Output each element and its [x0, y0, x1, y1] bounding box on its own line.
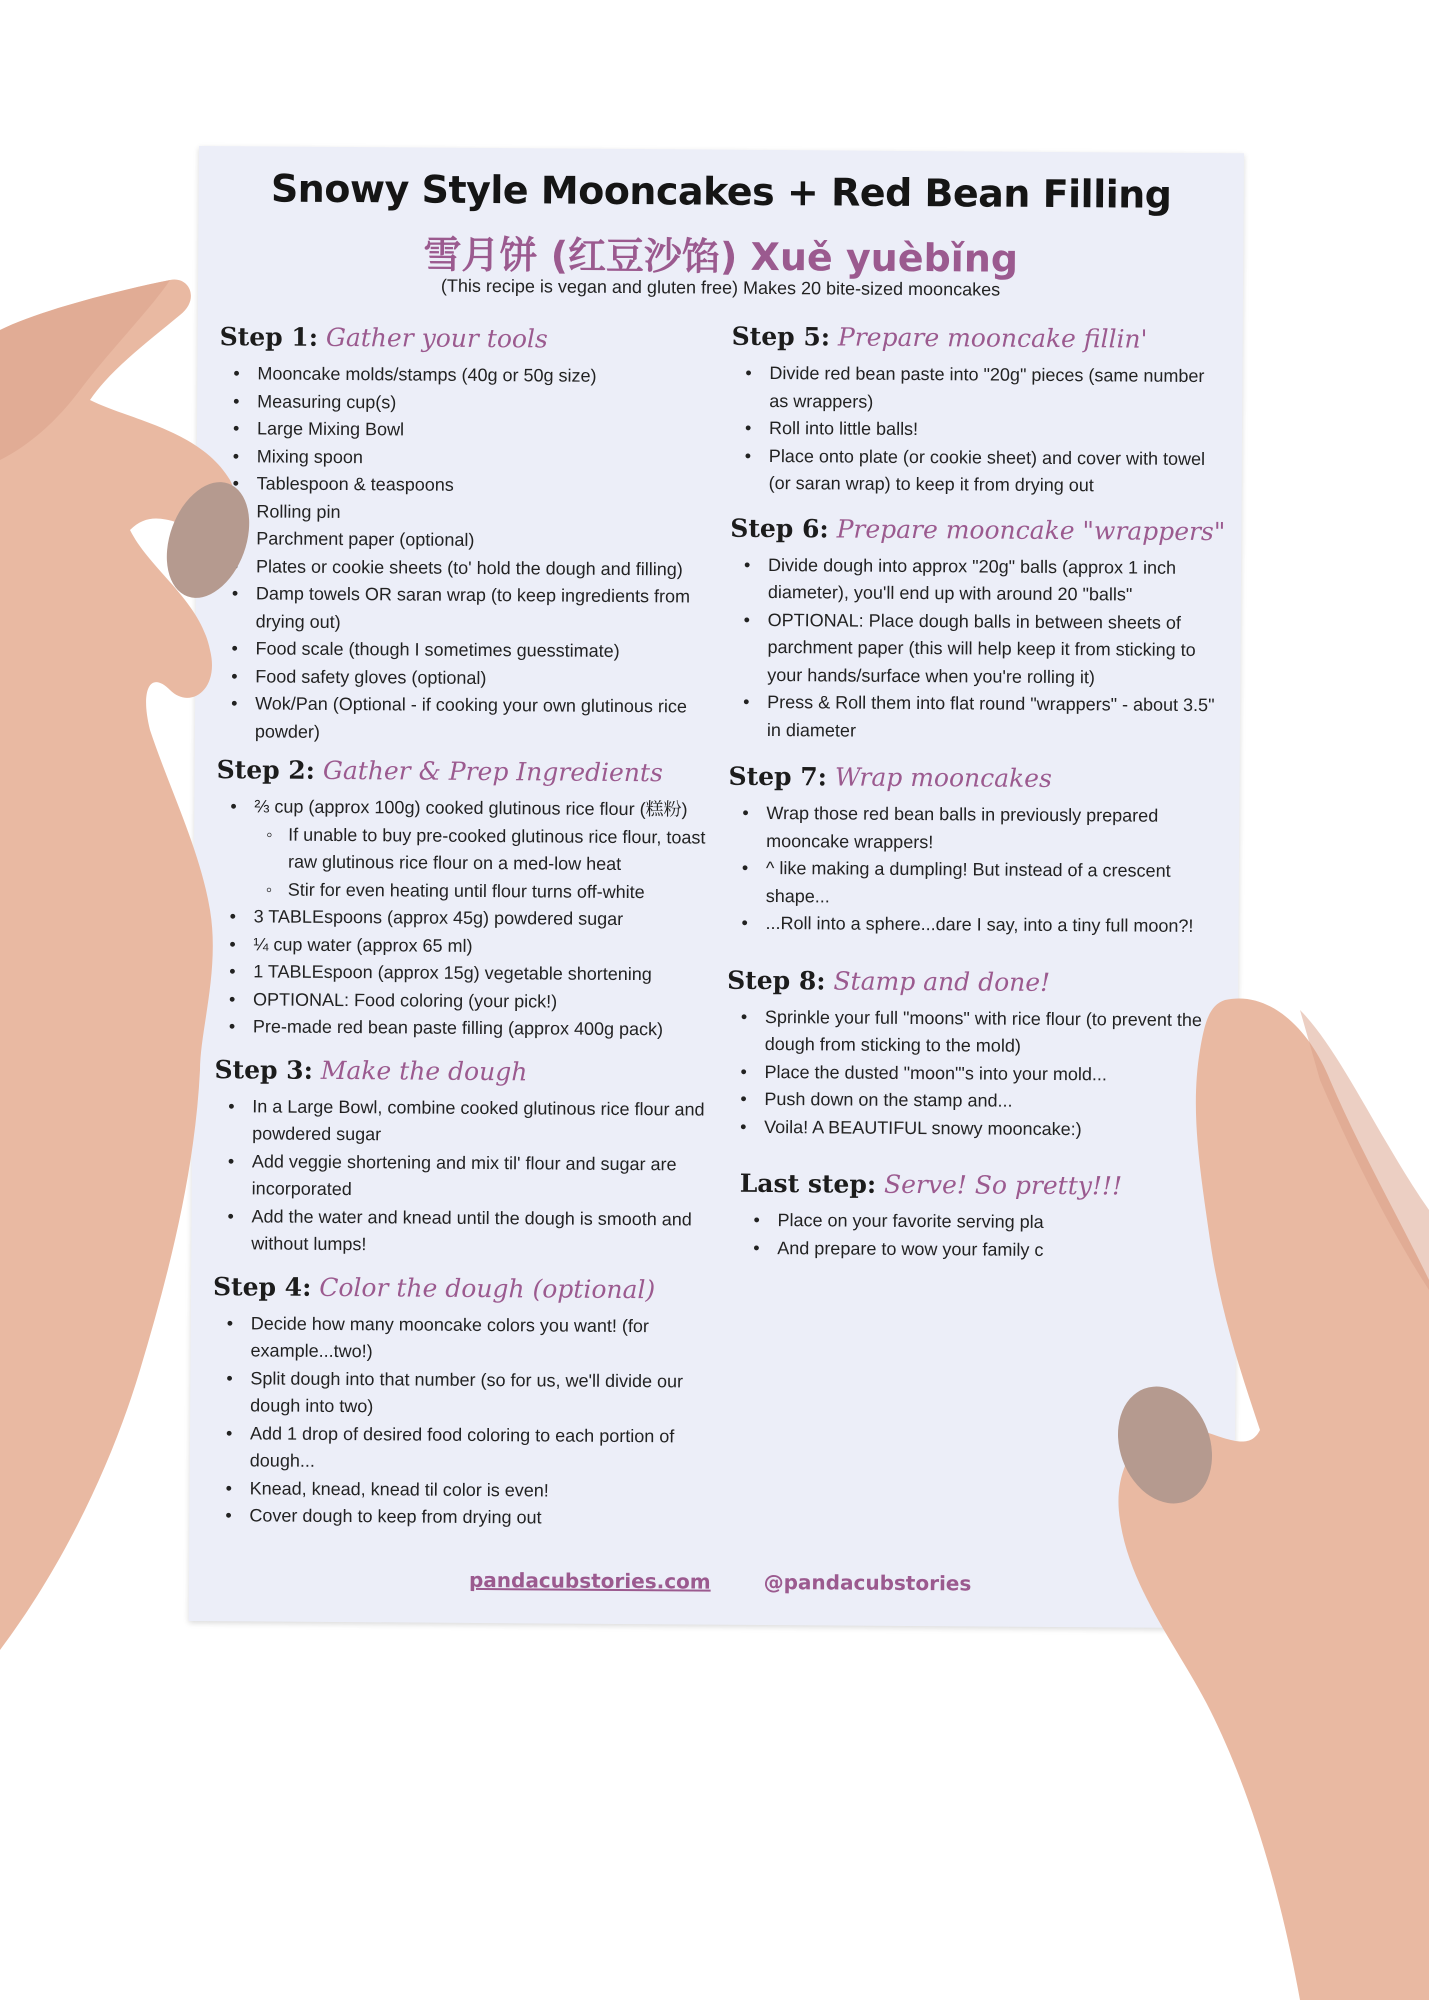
list-item: • Roll into little balls!: [769, 415, 1221, 446]
left-column: [211, 308, 740, 1533]
list-item: • Rolling pin: [256, 498, 738, 529]
list-item: [254, 793, 737, 906]
step-title: Stamp and done!: [833, 965, 1051, 997]
sub-list-item: ◦ If unable to buy pre-cooked glutinous rice flour, toast raw glutinous rice flour on a med-low heat: [288, 821, 736, 879]
list-item: • Wok/Pan (Optional - if cooking your own glutinous rice powder): [255, 690, 737, 748]
step-list: [211, 1310, 733, 1534]
recipe-note: (This recipe is vegan and gluten free) Makes 20 bite-sized mooncakes: [440, 275, 1001, 300]
recipe-title: Snowy Style Mooncakes + Red Bean Filling: [270, 166, 1172, 217]
list-item: • Food safety gloves (optional): [255, 663, 737, 694]
step-number: Last step:: [739, 1168, 877, 1199]
step-title: Prepare mooncake "wrappers": [836, 513, 1226, 546]
step-list: [731, 360, 1222, 501]
step-heading: [730, 513, 1226, 546]
list-item: • Mooncake molds/stamps (40g or 50g size): [257, 360, 739, 391]
list-item: • 1 TABLEspoon (approx 15g) vegetable shortening: [253, 958, 735, 989]
list-item: • ¼ cup water (approx 65 ml): [253, 931, 735, 962]
list-item-text: ⅔ cup (approx 100g) cooked glutinous rice flour (糕粉): [254, 796, 688, 820]
list-item: • Press & Roll them into flat round "wrappers" - about 3.5" in diameter: [767, 689, 1219, 747]
step-title: Gather your tools: [325, 322, 548, 354]
recipe-subtitle: 雪月饼 (红豆沙馅) Xuě yuèbǐng: [423, 232, 1019, 281]
step-number: Step 5:: [731, 321, 831, 352]
step-number: Step 1:: [219, 322, 319, 352]
list-item: • Plates or cookie sheets (to' hold the dough and filling): [256, 553, 738, 584]
step-heading: [217, 755, 737, 789]
step-list: [217, 360, 740, 749]
list-item: • Place onto plate (or cookie sheet) and cover with towel (or saran wrap) to keep it from drying out: [769, 442, 1221, 500]
list-item: • Measuring cup(s): [257, 388, 739, 419]
recipe-card: [189, 146, 1244, 1628]
list-item: • Add veggie shortening and mix til' flour and sugar are incorporated: [252, 1148, 734, 1206]
list-item: • Place the dusted "moon"'s into your mold...: [764, 1058, 1216, 1089]
list-item: • OPTIONAL: Place dough balls in between sheets of parchment paper (this will help keep it from sticking to your hands/surface when you're rolling it): [767, 606, 1220, 692]
social-handle: @pandacubstories: [763, 1569, 972, 1596]
step-title: Make the dough: [320, 1055, 528, 1086]
list-item: • Divide red bean paste into "20g" pieces (same number as wrappers): [769, 360, 1221, 418]
list-item: • Sprinkle your full "moons" with rice flour (to prevent the dough from sticking to the mold): [765, 1003, 1217, 1061]
list-item: • Parchment paper (optional): [256, 525, 738, 556]
footer: [469, 1568, 971, 1596]
step-heading: [729, 762, 1219, 795]
step-title: Serve! So pretty!!!: [883, 1169, 1123, 1201]
list-item: • Place on your favorite serving pla: [777, 1207, 1215, 1238]
list-item: • Add 1 drop of desired food coloring to each portion of dough...: [250, 1420, 732, 1478]
step-number: Step 7:: [728, 761, 828, 792]
list-item: • ...Roll into a sphere...dare I say, into a tiny full moon?!: [765, 910, 1217, 941]
step-title: Color the dough (optional): [319, 1272, 656, 1304]
step-number: Step 4:: [212, 1271, 312, 1302]
sub-list-item: ◦ Stir for even heating until flour turns off-white: [288, 876, 736, 907]
step-list: [727, 800, 1218, 941]
list-item: • And prepare to wow your family c: [777, 1235, 1215, 1266]
list-item: • Pre-made red bean paste filling (approx 400g pack): [253, 1013, 735, 1044]
step-number: Step 6:: [730, 513, 829, 543]
step-3: [213, 1055, 734, 1262]
website-link[interactable]: pandacubstories.com: [468, 1567, 711, 1594]
step-title: Prepare mooncake fillin': [837, 322, 1148, 354]
list-item: • Push down on the stamp and...: [764, 1086, 1216, 1117]
list-item: • Large Mixing Bowl: [257, 415, 739, 446]
step-number: Step 8:: [727, 965, 826, 995]
list-item: • OPTIONAL: Food coloring (your pick!): [253, 986, 735, 1017]
step-1: [217, 322, 740, 749]
step-list: [215, 793, 737, 1044]
step-5: [731, 322, 1222, 501]
list-item: • Split dough into that number (so for us, we'll divide our dough into two): [250, 1365, 732, 1423]
right-hand-image: [1100, 990, 1429, 2000]
step-7: [727, 762, 1218, 941]
step-heading: [214, 1055, 734, 1089]
list-item: • In a Large Bowl, combine cooked glutinous rice flour and powdered sugar: [252, 1093, 734, 1151]
step-list: [729, 551, 1220, 747]
step-number: Step 3:: [214, 1054, 313, 1085]
step-4: [211, 1272, 733, 1534]
step-title: Gather & Prep Ingredients: [322, 755, 663, 788]
list-item: • Add the water and knead until the dough is smooth and without lumps!: [251, 1203, 733, 1261]
list-item: • Divide dough into approx "20g" balls (approx 1 inch diameter), you'll end up with around 20 "balls": [768, 551, 1220, 609]
list-item: • Cover dough to keep from drying out: [249, 1502, 731, 1533]
list-item: • 3 TABLEspoons (approx 45g) powdered sugar: [254, 903, 736, 934]
step-heading: [732, 322, 1222, 355]
sub-list: [254, 821, 737, 907]
step-6: [729, 513, 1226, 747]
list-item: • Mixing spoon: [257, 443, 739, 474]
list-item: • Tablespoon & teaspoons: [257, 470, 739, 501]
list-item: • Wrap those red bean balls in previously prepared mooncake wrappers!: [766, 800, 1218, 858]
step-heading: [213, 1272, 733, 1306]
list-item: • Food scale (though I sometimes guesstimate): [255, 635, 737, 666]
list-item: • Voila! A BEAUTIFUL snowy mooncake:): [764, 1113, 1216, 1144]
list-item: • Knead, knead, knead til color is even!: [250, 1475, 732, 1506]
step-2: [215, 755, 737, 1044]
list-item: • Decide how many mooncake colors you want! (for example...two!): [250, 1310, 732, 1368]
step-number: Step 2:: [216, 755, 316, 785]
step-heading: [220, 322, 740, 356]
list-item: • ^ like making a dumpling! But instead of a crescent shape...: [766, 855, 1218, 913]
step-title: Wrap mooncakes: [834, 762, 1052, 793]
step-list: [213, 1093, 734, 1262]
list-item: • Damp towels OR saran wrap (to keep ingredients from drying out): [256, 580, 738, 638]
left-hand-image: [0, 270, 260, 1650]
